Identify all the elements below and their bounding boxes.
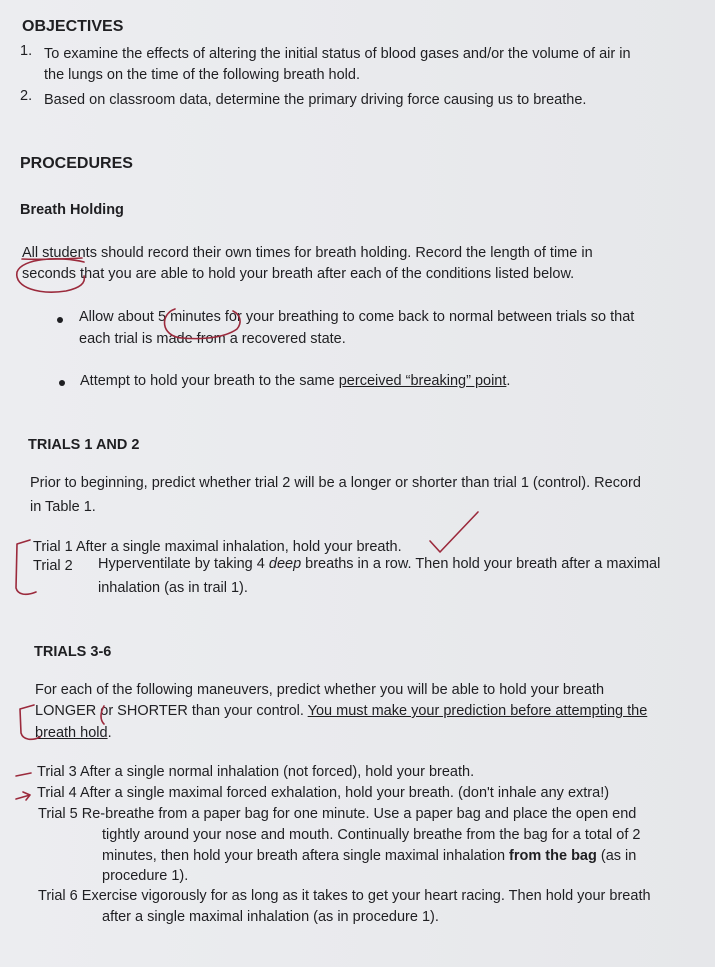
trial-2-line-2: inhalation (as in trail 1). xyxy=(98,580,248,596)
checkmark xyxy=(430,512,478,552)
trial-6-line-2: after a single maximal inhalation (as in procedure 1). xyxy=(102,909,439,925)
objective-number-1: 1. xyxy=(20,43,33,59)
objective-number-2: 2. xyxy=(20,88,33,104)
trial-5-line-1: Trial 5 Re-breathe from a paper bag for one minute. Use a paper bag and place the open end xyxy=(38,806,637,822)
objective-1-line-1: To examine the effects of altering the initial status of blood gases and/or the volume of air in xyxy=(44,46,631,62)
trials-3-6-prompt-line-2: LONGER or SHORTER than your control. You must make your prediction before attempting the xyxy=(35,703,648,719)
breath-holding-subheading: Breath Holding xyxy=(20,202,124,218)
trial-3-text: Trial 3 After a single normal inhalation (not forced), hold your breath. xyxy=(37,764,475,780)
trial-1-text: Trial 1 After a single maximal inhalation, hold your breath. xyxy=(33,539,402,555)
trials-3-6-prompt-line-3: breath hold. xyxy=(35,725,112,741)
intro-line-1: All students should record their own times for breath holding. Record the length of time in xyxy=(22,245,593,261)
bullet-1-line-2: each trial is made from a recovered state. xyxy=(79,331,346,347)
intro-line-2: seconds that you are able to hold your breath after each of the conditions listed below. xyxy=(22,266,575,282)
trial-4-text: Trial 4 After a single maximal forced exhalation, hold your breath. (don't inhale any extra!) xyxy=(37,785,610,801)
trials-1-2-heading: TRIALS 1 AND 2 xyxy=(28,437,140,453)
trials-3-6-prompt-line-1: For each of the following maneuvers, predict whether you will be able to hold your breath xyxy=(35,682,605,698)
trial-6-line-1: Trial 6 Exercise vigorously for as long as it takes to get your heart racing. Then hold your breath xyxy=(38,888,651,904)
trials-3-6-heading: TRIALS 3-6 xyxy=(34,644,112,660)
trial-2-label: Trial 2 xyxy=(33,558,73,574)
trial-5-line-2: tightly around your nose and mouth. Continually breathe from the bag for a total of 2 xyxy=(102,827,641,843)
trials-1-2-prompt-line-1: Prior to beginning, predict whether trial 2 will be a longer or shorter than trial 1 (control). Record xyxy=(30,475,641,491)
trial-5-line-3: minutes, then hold your breath aftera single maximal inhalation from the bag (as in xyxy=(102,848,637,864)
bullet-2: Attempt to hold your breath to the same perceived “breaking” point. xyxy=(80,373,511,389)
trials-1-2-prompt-line-2: in Table 1. xyxy=(30,499,96,515)
objective-1-line-2: the lungs on the time of the following breath hold. xyxy=(44,67,360,83)
trial-2-line-1: Hyperventilate by taking 4 deep breaths in a row. Then hold your breath after a maximal xyxy=(98,556,661,572)
trial-5-line-4: procedure 1). xyxy=(102,868,189,884)
bullet-dot xyxy=(59,380,65,386)
bullet-1-line-1: Allow about 5 minutes for your breathing to come back to normal between trials so that xyxy=(79,309,635,325)
arrow-trial-4-mark xyxy=(16,792,30,800)
bullet-dot xyxy=(57,317,63,323)
objective-2-line-1: Based on classroom data, determine the primary driving force causing us to breathe. xyxy=(44,92,587,108)
dash-trial-3-mark xyxy=(16,773,31,776)
objectives-heading: OBJECTIVES xyxy=(22,18,124,35)
procedures-heading: PROCEDURES xyxy=(20,155,133,172)
